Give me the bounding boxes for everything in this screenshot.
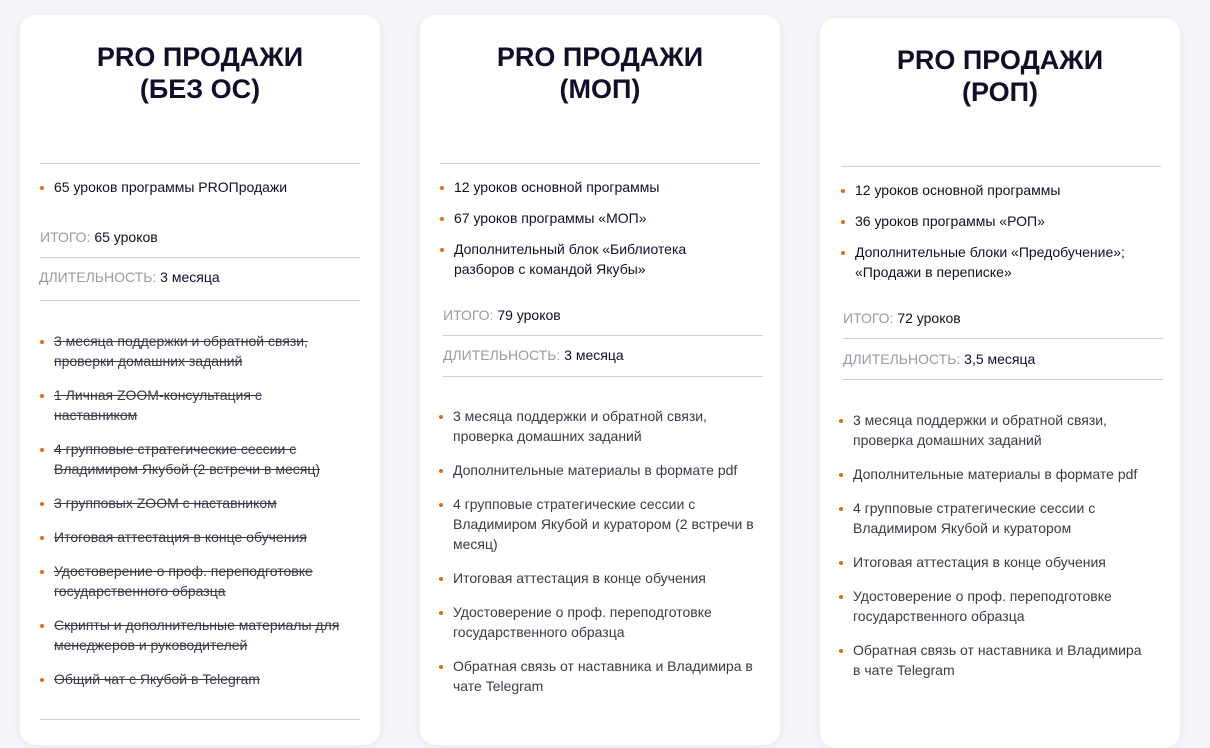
- feature-item-unavailable-text: 1 Личная ZOOM-консультация с наставником: [54, 387, 262, 423]
- feature-item-unavailable: [40, 669, 340, 689]
- lesson-item: [440, 177, 710, 197]
- total-label: ИТОГО:: [40, 229, 91, 245]
- total-label: ИТОГО:: [843, 310, 894, 326]
- lessons-list: [841, 180, 1141, 282]
- duration-value: 3,5 месяца: [964, 351, 1036, 367]
- total-row: [40, 227, 158, 247]
- card-title-line1: PRO ПРОДАЖИ: [896, 45, 1104, 75]
- card-title: [820, 44, 1180, 108]
- lesson-item: [440, 208, 710, 228]
- lesson-item-text: 65 уроков программы PROПродажи: [54, 179, 288, 195]
- lessons-list: [440, 177, 710, 279]
- lesson-item: [440, 239, 710, 279]
- duration-label: ДЛИТЕЛЬНОСТЬ:: [843, 351, 961, 367]
- feature-item: [439, 460, 759, 480]
- feature-item-unavailable: [40, 561, 340, 601]
- feature-item-text: Обратная связь от наставника и Владимира в чате Telegram: [853, 642, 1142, 678]
- duration-label: ДЛИТЕЛЬНОСТЬ:: [39, 269, 157, 285]
- feature-item-text: Дополнительные материалы в формате pdf: [853, 466, 1138, 482]
- duration-label: ДЛИТЕЛЬНОСТЬ:: [443, 347, 561, 363]
- feature-item-text: Итоговая аттестация в конце обучения: [453, 570, 706, 586]
- feature-item-text: Удостоверение о проф. переподготовке государственного образца: [453, 604, 712, 640]
- total-row: [443, 305, 561, 325]
- card-title-line1: PRO ПРОДАЖИ: [96, 42, 304, 72]
- feature-item: [839, 640, 1149, 680]
- feature-item-unavailable: [40, 493, 340, 513]
- lesson-item-text: 12 уроков основной программы: [454, 179, 660, 195]
- divider: [843, 379, 1163, 380]
- card-title-line1: PRO ПРОДАЖИ: [496, 42, 704, 72]
- feature-item: [839, 586, 1149, 626]
- total-value: 65 уроков: [94, 229, 158, 245]
- lesson-item: [841, 180, 1141, 200]
- divider: [843, 338, 1163, 339]
- feature-item: [839, 552, 1149, 572]
- lesson-item-text: 12 уроков основной программы: [855, 182, 1061, 198]
- feature-item-text: Итоговая аттестация в конце обучения: [853, 554, 1106, 570]
- duration-row: [39, 267, 220, 287]
- pricing-card-mop: [420, 15, 780, 745]
- card-title-line2: (МОП): [559, 74, 641, 104]
- divider: [40, 300, 360, 301]
- card-title: [20, 41, 380, 105]
- divider: [40, 719, 360, 720]
- card-title: [420, 41, 780, 105]
- features-list: [439, 406, 759, 696]
- feature-item-text: Удостоверение о проф. переподготовке государственного образца: [853, 588, 1112, 624]
- duration-value: 3 месяца: [564, 347, 624, 363]
- total-value: 72 уроков: [897, 310, 961, 326]
- feature-item-unavailable-text: Удостоверение о проф. переподготовке государственного образца: [54, 563, 313, 599]
- feature-item-unavailable-text: Общий чат с Якубой в Telegram: [54, 671, 260, 687]
- feature-item-text: 4 групповые стратегические сессии с Владимиром Якубой и куратором: [853, 500, 1096, 536]
- feature-item-unavailable-text: 3 групповых ZOOM с наставником: [54, 495, 277, 511]
- total-label: ИТОГО:: [443, 307, 494, 323]
- feature-item: [439, 602, 759, 642]
- divider: [841, 166, 1161, 167]
- feature-item-unavailable-text: Скрипты и дополнительные материалы для менеджеров и руководителей: [54, 617, 340, 653]
- feature-item: [839, 464, 1149, 484]
- feature-item-unavailable: [40, 385, 340, 425]
- total-row: [843, 308, 961, 328]
- feature-item: [839, 498, 1149, 538]
- card-title-line2: (БЕЗ ОС): [139, 74, 261, 104]
- feature-item-unavailable-text: 3 месяца поддержки и обратной связи, проверки домашних заданий: [54, 333, 308, 369]
- duration-row: [443, 345, 624, 365]
- features-list: [839, 410, 1149, 680]
- lesson-item: [841, 242, 1141, 282]
- lesson-item: [841, 211, 1141, 231]
- duration-row: [843, 349, 1035, 369]
- duration-value: 3 месяца: [160, 269, 220, 285]
- feature-item-unavailable-text: Итоговая аттестация в конце обучения: [54, 529, 307, 545]
- feature-item: [439, 406, 759, 446]
- feature-item-unavailable: [40, 615, 340, 655]
- feature-item-unavailable: [40, 331, 340, 371]
- feature-item: [439, 568, 759, 588]
- features-list-unavailable: [40, 331, 340, 689]
- divider: [440, 163, 760, 164]
- lesson-item-text: 67 уроков программы «МОП»: [454, 210, 647, 226]
- lesson-item-text: 36 уроков программы «РОП»: [855, 213, 1045, 229]
- lesson-item-text: Дополнительные блоки «Предобучение»; «Продажи в переписке»: [855, 244, 1125, 280]
- total-value: 79 уроков: [497, 307, 561, 323]
- feature-item-unavailable: [40, 527, 340, 547]
- lessons-list: [40, 177, 340, 197]
- divider: [443, 376, 763, 377]
- card-title-line2: (РОП): [961, 77, 1039, 107]
- feature-item-text: Обратная связь от наставника и Владимира в чате Telegram: [453, 658, 753, 694]
- pricing-card-bez-os: [20, 15, 380, 745]
- feature-item: [439, 656, 759, 696]
- feature-item: [839, 410, 1149, 450]
- divider: [40, 163, 360, 164]
- feature-item: [439, 494, 759, 554]
- lesson-item-text: Дополнительный блок «Библиотека разборов с командой Якубы»: [454, 241, 687, 277]
- feature-item-unavailable: [40, 439, 340, 479]
- pricing-card-rop: [820, 18, 1180, 748]
- feature-item-text: 3 месяца поддержки и обратной связи, проверка домашних заданий: [453, 408, 707, 444]
- divider: [40, 257, 360, 258]
- lesson-item: [40, 177, 340, 197]
- feature-item-text: 3 месяца поддержки и обратной связи, проверка домашних заданий: [853, 412, 1107, 448]
- divider: [443, 335, 763, 336]
- feature-item-unavailable-text: 4 групповые стратегические сессии с Владимиром Якубой (2 встречи в месяц): [54, 441, 321, 477]
- feature-item-text: 4 групповые стратегические сессии с Владимиром Якубой и куратором (2 встречи в месяц): [453, 496, 754, 552]
- feature-item-text: Дополнительные материалы в формате pdf: [453, 462, 738, 478]
